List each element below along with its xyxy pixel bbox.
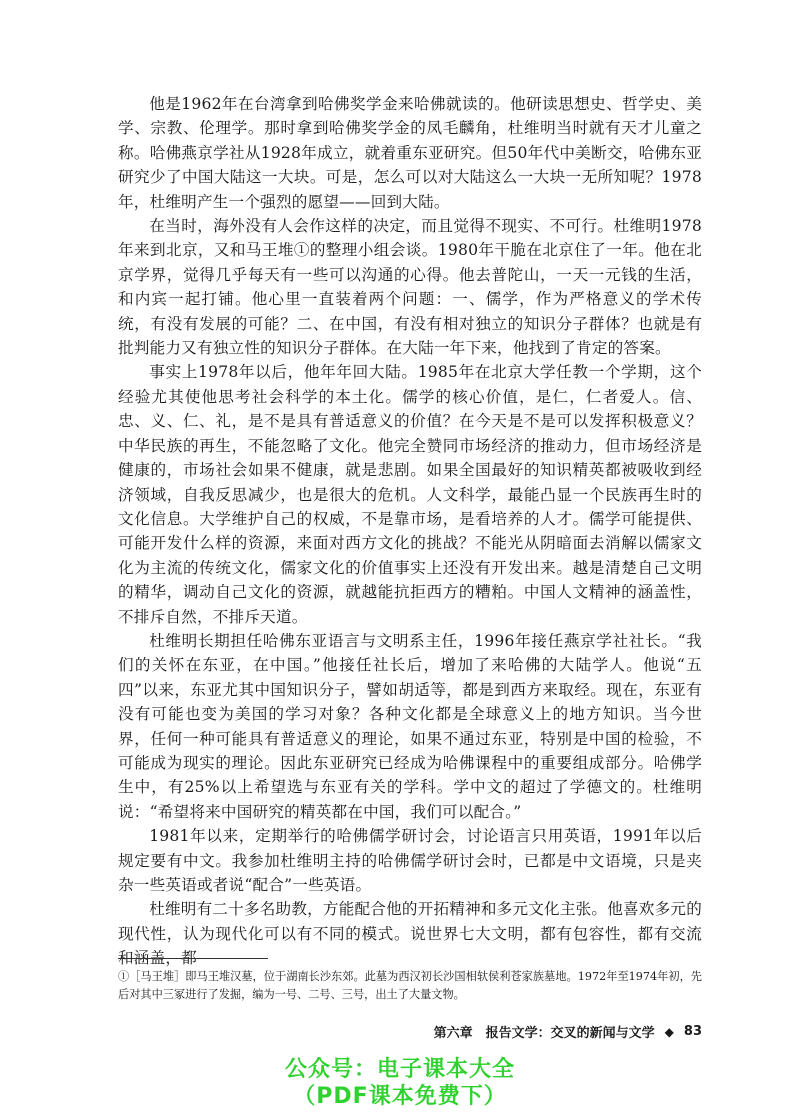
paragraph-2: 在当时，海外没有人会作这样的决定，而且觉得不现实、不可行。杜维明1978年来到北京，又和马王堆①的整理小组会谈。1980年干脆在北京住了一年。他在北京学界，觉得几乎每天有一些可以沟通的心得。他去普陀山，一天一元钱的生活，和内宾一起打铺。他心里一直装着两个问题：一、儒学，作为严格意义的学术传统，有没有发展的可能？二、在中国，有没有相对独立的知识分子群体？也就是有批判能力又有独立性的知识分子群体。在大陆一年下来，他找到了肯定的答案。 — [118, 217, 702, 358]
watermark-line-2: （PDF课本免费下） — [293, 1084, 507, 1109]
footnote: ①［马王堆］即马王堆汉墓，位于湖南长沙东郊。此墓为西汉初长沙国相轪侯利苍家族墓地。1972年至1974年初，先后对其中三冢进行了发掘，编为一号、二号、三号，出土了大量文物。 — [118, 970, 702, 1001]
paragraph-3: 事实上1978年以后，他年年回大陆。1985年在北京大学任教一个学期，这个经验尤其使他思考社会科学的本土化。儒学的核心价值，是仁，仁者爱人。信、忠、义、仁、礼，是不是具有普适意义的价值？在今天是不是可以发挥积极意义？中华民族的再生，不能忽略了文化。他完全赞同市场经济的推动力，但市场经济是健康的，市场社会如果不健康，就是悲剧。如果全国最好的知识精英都被吸收到经济领域，自我反思减少，也是很大的危机。人文科学，最能凸显一个民族再生时的文化信息。大学维护自己的权威，不是靠市场，是看培养的人才。儒学可能提供、可能开发什么样的资源，来面对西方文化的挑战？不能光从阴暗面去消解以儒家文化为主流的传统文化，儒家文化的价值事实上还没有开发出来。越是清楚自己文明的精华，调动自己文化的资源，就越能抗拒西方的糟粕。中国人文精神的涵盖性，不排斥自然，不排斥天道。 — [118, 363, 702, 626]
paragraph-4: 杜维明长期担任哈佛东亚语言与文明系主任，1996年接任燕京学社社长。“我们的关怀在东亚，在中国。”他接任社长后，增加了来哈佛的大陆学人。他说“五四”以来，东亚尤其中国知识分子，譬如胡适等，都是到西方来取经。现在，东亚有没有可能也变为美国的学习对象？各种文化都是全球意义上的地方知识。当今世界，任何一种可能具有普适意义的理论，如果不通过东亚，特别是中国的检验，不可能成为现实的理论。因此东亚研究已经成为哈佛课程中的重要组成部分。哈佛学生中，有25%以上希望选与东亚有关的学科。学中文的超过了学德文的。杜维明说：“希望将来中国研究的精英都在中国，我们可以配合。” — [118, 631, 702, 821]
body-text — [118, 92, 702, 971]
paragraph-6: 杜维明有二十多名助教，方能配合他的开拓精神和多元文化主张。他喜欢多元的现代性，认为现代化可以有不同的模式。说世界七大文明，都有包容性，都有交流和涵盖，都 — [118, 900, 702, 968]
diamond-icon: ◆ — [664, 1024, 674, 1039]
page-number: 83 — [683, 1024, 702, 1039]
paragraph-5: 1981年以来，定期举行的哈佛儒学研讨会，讨论语言只用英语，1991年以后规定要有中文。我参加杜维明主持的哈佛儒学研讨会时，已都是中文语境，只是夹杂一些英语或者说“配合”一些英语。 — [118, 827, 702, 894]
running-footer — [434, 1022, 702, 1041]
footnote-divider — [118, 958, 268, 959]
watermark-line-1: 公众号：电子课本大全 — [284, 1057, 515, 1082]
paragraph-1: 他是1962年在台湾拿到哈佛奖学金来哈佛就读的。他研读思想史、哲学史、美学、宗教、伦理学。那时拿到哈佛奖学金的凤毛麟角，杜维明当时就有天才儿童之称。哈佛燕京学社从1928年成立，就着重东亚研究。但50年代中美断交，哈佛东亚研究少了中国大陆这一大块。可是，怎么可以对大陆这么一大块一无所知呢？1978年，杜维明产生一个强烈的愿望——回到大陆。 — [118, 95, 702, 211]
chapter-title: 第六章 报告文学：交叉的新闻与文学 — [433, 1026, 655, 1041]
